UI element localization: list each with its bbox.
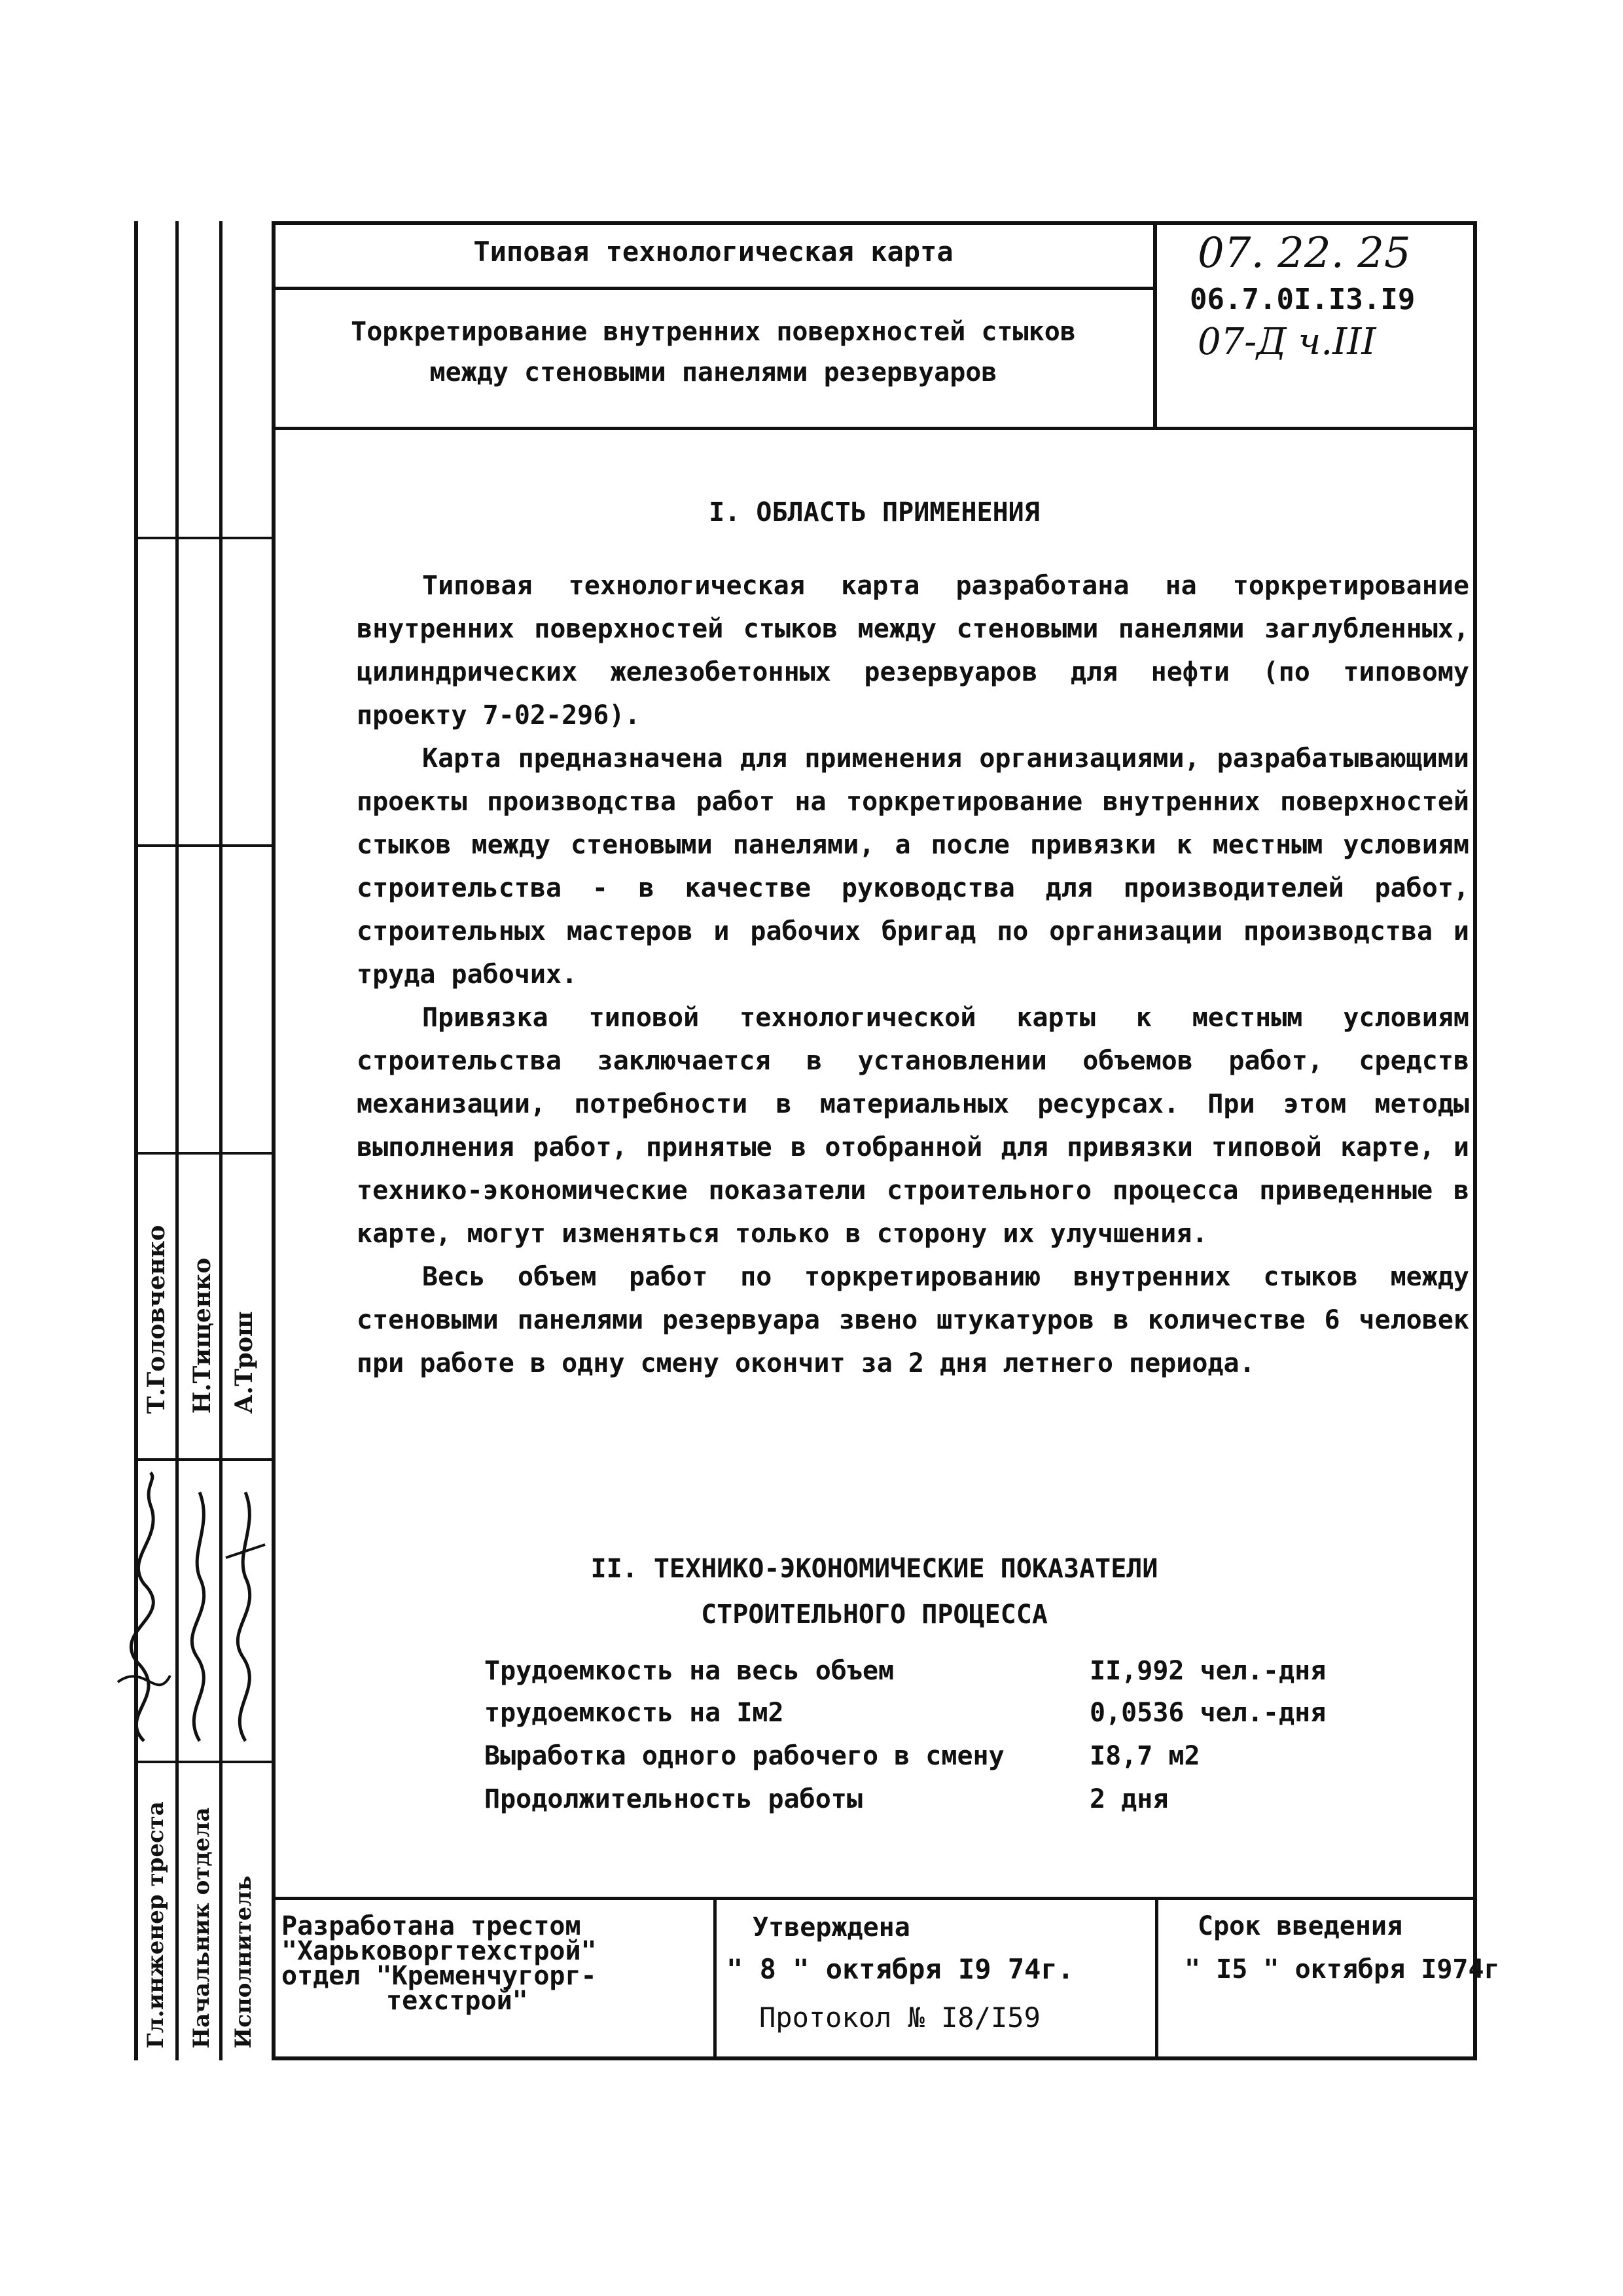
footer-protocol: Протокол № I8/I59 <box>759 2001 1041 2034</box>
card-subtitle-line-2: между стеновыми панелями резервуаров <box>429 357 997 387</box>
indicator-label: трудоемкость на Iм2 <box>484 1698 784 1728</box>
side-name-executor: А.Трош <box>230 1311 258 1414</box>
side-row-divider-3 <box>134 1152 273 1155</box>
indicator-value: 0,0536 чел.-дня <box>1090 1698 1327 1728</box>
indicator-label: Трудоемкость на весь объем <box>484 1656 895 1686</box>
card-code-typed: 06.7.0I.I3.I9 <box>1190 283 1416 316</box>
section-1-body <box>357 564 1469 1385</box>
footer-approved-label: Утверждена <box>753 1912 910 1943</box>
signature-department-head <box>177 1466 223 1754</box>
developed-line-2: "Харьковоргтехстрой" <box>281 1936 597 1966</box>
section-1-paragraph: Привязка типовой технологической карты к местным условиям строительства заключается в установлении объемов работ, средств механизации, потребности в материальных ресурсах. При этом методы выполнения работ, принятые в отобранной для привязки типовой карте, и технико-экономические показатели строительного процесса приведенные в карте, могут изменяться только в сторону их улучшения. <box>357 1003 1469 1249</box>
card-code-note: 07-Д ч.III <box>1198 321 1376 363</box>
card-subtitle <box>275 312 1152 393</box>
footer-divider-1 <box>713 1897 717 2060</box>
header-divider <box>272 287 1155 290</box>
card-code-handwritten: 07. 22. 25 <box>1198 229 1411 278</box>
section-1-heading: I. ОБЛАСТЬ ПРИМЕНЕНИЯ <box>709 497 1040 528</box>
side-name-chief-engineer: Т.Головченко <box>143 1225 170 1414</box>
side-column-divider-2 <box>219 221 223 2060</box>
developed-line-4: техстрой" <box>386 1986 528 2016</box>
section-1-paragraph: Типовая технологическая карта разработана на торкретирование внутренних поверхностей стыков между стеновыми панелями заглубленных, цилиндрических железобетонных резервуаров для нефти (по типовому проекту 7-02-296). <box>357 571 1469 730</box>
side-role-executor: Исполнитель <box>230 1875 257 2049</box>
side-row-divider-4 <box>134 1458 273 1461</box>
indicator-value: 2 дня <box>1090 1784 1169 1814</box>
side-role-chief-engineer: Гл.инженер треста <box>143 1801 169 2049</box>
indicator-label: Выработка одного рабочего в смену <box>484 1741 1005 1771</box>
indicator-value: II,992 чел.-дня <box>1090 1656 1327 1686</box>
indicator-value: I8,7 м2 <box>1090 1741 1200 1771</box>
section-2-heading-line-2: СТРОИТЕЛЬНОГО ПРОЦЕССА <box>701 1600 1048 1630</box>
side-row-divider-5 <box>134 1761 273 1763</box>
header-bottom-line <box>272 427 1477 430</box>
signature-chief-engineer <box>105 1466 183 1754</box>
card-title: Типовая технологическая карта <box>473 236 954 268</box>
developed-line-1: Разработана трестом <box>281 1911 581 1941</box>
section-1-paragraph: Весь объем работ по торкретированию внутренних стыков между стеновыми панелями резервуара звено штукатуров в количестве 6 человек при работе в одну смену окончит за 2 дня летнего периода. <box>357 1262 1469 1378</box>
footer-divider-2 <box>1155 1897 1158 2060</box>
section-2-heading-line-1: II. ТЕХНИКО-ЭКОНОМИЧЕСКИЕ ПОКАЗАТЕЛИ <box>590 1554 1158 1584</box>
side-name-department-head: Н.Тищенко <box>188 1257 216 1414</box>
card-subtitle-line-1: Торкретирование внутренних поверхностей стыков <box>351 317 1076 347</box>
footer-developed-by <box>281 1911 597 2016</box>
section-1-paragraph: Карта предназначена для применения организациями, разрабатывающими проекты производства работ на торкретирование внутренних поверхностей стыков между стеновыми панелями, а после привязки к местным условиям строительства - в качестве руководства для производителей работ, строительных мастеров и рабочих бригад по организации производства и труда рабочих. <box>357 744 1469 990</box>
footer-approved-date: " 8 " октября I9 74г. <box>726 1953 1075 1985</box>
side-column-divider-1 <box>175 221 179 2060</box>
developed-line-3: отдел "Кременчугорг- <box>281 1961 597 1991</box>
footer-top-line <box>272 1897 1477 1900</box>
side-row-divider-2 <box>134 844 273 847</box>
side-stamp-frame <box>134 221 273 2060</box>
footer-intro-date: " I5 " октября I974г <box>1185 1954 1500 1984</box>
footer-intro-label: Срок введения <box>1198 1911 1403 1941</box>
header-code-divider <box>1153 221 1157 428</box>
side-role-department-head: Начальник отдела <box>188 1807 215 2049</box>
signature-executor <box>219 1479 272 1754</box>
indicator-label: Продолжительность работы <box>484 1784 863 1814</box>
side-row-divider-1 <box>134 537 273 539</box>
